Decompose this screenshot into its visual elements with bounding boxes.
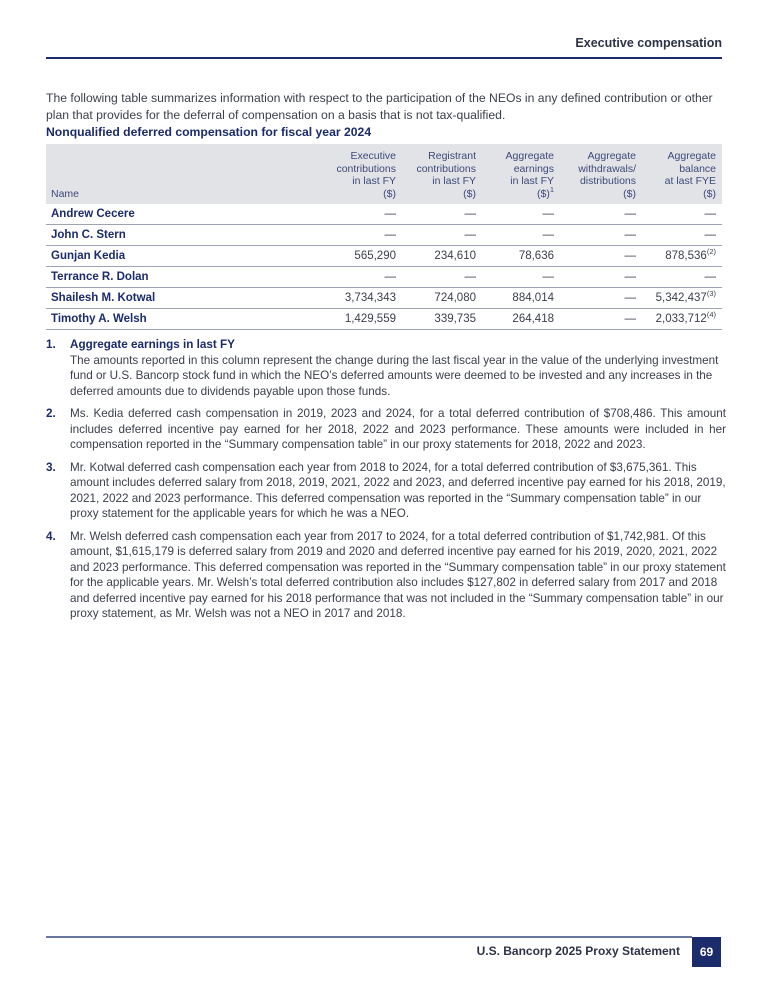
column-header-text: withdrawals/ (578, 162, 636, 175)
column-header-text: Executive (350, 150, 396, 162)
aggregate-withdrawals-cell: — (560, 309, 642, 330)
executive-contributions-cell: 1,429,559 (312, 309, 402, 330)
balance-value: 2,033,712 (655, 313, 707, 325)
footnote-item (46, 460, 726, 522)
column-header-text: balance (679, 162, 716, 175)
aggregate-earnings-cell: 78,636 (482, 246, 560, 267)
table-row (46, 225, 722, 246)
column-header-text: Aggregate (505, 150, 554, 162)
column-header-text: ($) (623, 187, 636, 200)
aggregate-withdrawals-cell: — (560, 288, 642, 309)
table-title: Nonqualified deferred compensation for fiscal year 2024 (46, 125, 372, 139)
executive-contributions-cell: — (312, 225, 402, 246)
executive-contributions-cell: 3,734,343 (312, 288, 402, 309)
column-header-text: in last FY (352, 175, 396, 187)
executive-contributions-cell: — (312, 204, 402, 225)
deferred-compensation-table (46, 144, 722, 330)
footnote-text: Ms. Kedia deferred cash compensation in 2019, 2023 and 2024, for a total deferred contribution of $708,486. This amount includes deferred incentive pay earned for her 2018, 2022 and 2023 performance. These amounts were included in her compensation reported in the “Summary compensation table” in our proxy statements for 2018, 2022 and 2023. (70, 407, 726, 451)
aggregate-earnings-cell: 264,418 (482, 309, 560, 330)
footnote-item (46, 337, 726, 399)
column-header-aggregate-earnings (482, 144, 560, 204)
column-header-text: ($) (536, 187, 550, 200)
footnote-item (46, 406, 726, 453)
footnote-text: Mr. Welsh deferred cash compensation each year from 2017 to 2024, for a total deferred contribution of $1,742,981. Of this amount, $1,615,179 is deferred salary from 2019 and 2020 and deferred incentive pay earned for his 2019, 2020, 2021, 2022 and 2023 performance. This deferred compensation was reported in the “Summary compensation table” in our proxy statement for the applicable years. Mr. Welsh’s total deferred contribution also includes $127,802 in deferred salary from 2017 and 2018 and deferred incentive pay earned for his 2018 performance that was not included in the “Summary compensation table” in our proxy statement, as Mr. Welsh was not a NEO in 2017 and 2018. (70, 529, 726, 620)
table-header-row (46, 144, 722, 204)
column-header-text: in last FY (432, 175, 476, 187)
aggregate-withdrawals-cell: — (560, 267, 642, 288)
column-header-text: at last FYE (664, 175, 716, 187)
aggregate-balance-cell (642, 309, 722, 330)
intro-paragraph: The following table summarizes information with respect to the participation of the NEOs in any defined contribution or other plan that provides for the deferral of compensation on a basis that is not tax-qualified. (46, 91, 713, 122)
registrant-contributions-cell: — (402, 267, 482, 288)
page-number: 69 (692, 937, 721, 967)
executive-contributions-cell: — (312, 267, 402, 288)
footnote-number: 4. (46, 529, 56, 543)
publication-title: U.S. Bancorp 2025 Proxy Statement (476, 944, 680, 958)
balance-value: 5,342,437 (655, 292, 707, 304)
balance-value: — (704, 229, 716, 241)
aggregate-balance-cell (642, 288, 722, 309)
table-row (46, 246, 722, 267)
registrant-contributions-cell: 234,610 (402, 246, 482, 267)
table-row (46, 267, 722, 288)
registrant-contributions-cell: 724,080 (402, 288, 482, 309)
registrant-contributions-cell: — (402, 204, 482, 225)
aggregate-balance-cell (642, 225, 722, 246)
row-name: Andrew Cecere (46, 204, 312, 225)
column-header-text: contributions (416, 162, 476, 175)
footnote-text: Mr. Kotwal deferred cash compensation each year from 2018 to 2024, for a total deferred contribution of $3,675,361. This amount includes deferred salary from 2018, 2019, 2021, 2022 and 2023, and deferred incentive pay earned for his 2018, 2019, 2021, 2022 and 2023 performance. This deferred compensation was reported in the “Summary compensation table” in our proxy statement for the applicable years for which he was a NEO. (70, 460, 726, 520)
row-name: Timothy A. Welsh (46, 309, 312, 330)
column-header-text: distributions (579, 175, 636, 187)
column-header-text: Aggregate (587, 150, 636, 162)
footnote-number: 1. (46, 338, 56, 351)
balance-value: 878,536 (665, 250, 707, 262)
column-header-aggregate-withdrawals (560, 144, 642, 204)
column-header-text: in last FY (510, 175, 554, 187)
column-header-text: Name (51, 187, 80, 200)
aggregate-balance-cell (642, 204, 722, 225)
section-title: Executive compensation (575, 36, 722, 50)
column-header-text: Aggregate (667, 150, 716, 162)
aggregate-earnings-cell: — (482, 204, 560, 225)
header-divider (46, 57, 722, 59)
executive-contributions-cell: 565,290 (312, 246, 402, 267)
column-header-executive-contributions (312, 144, 402, 204)
row-name: Shailesh M. Kotwal (46, 288, 312, 309)
footnote-title: Aggregate earnings in last FY (70, 338, 235, 351)
footnote-number: 3. (46, 460, 56, 474)
registrant-contributions-cell: — (402, 225, 482, 246)
footer-divider (46, 936, 692, 938)
column-header-registrant-contributions (402, 144, 482, 204)
footnote-marker: (4) (706, 310, 716, 319)
column-header-text: ($) (463, 187, 476, 200)
registrant-contributions-cell: 339,735 (402, 309, 482, 330)
aggregate-balance-cell (642, 246, 722, 267)
table-row (46, 288, 722, 309)
aggregate-withdrawals-cell: — (560, 225, 642, 246)
footnote-marker: (2) (706, 247, 716, 256)
column-header-text: earnings (513, 162, 554, 175)
row-name: John C. Stern (46, 225, 312, 246)
footnote-marker: 1 (549, 184, 554, 194)
aggregate-earnings-cell: 884,014 (482, 288, 560, 309)
footnote-item (46, 529, 726, 622)
column-header-text: Registrant (428, 150, 476, 162)
aggregate-earnings-cell: — (482, 225, 560, 246)
footnote-number: 2. (46, 407, 56, 420)
column-header-text: ($) (383, 187, 396, 200)
row-name: Gunjan Kedia (46, 246, 312, 267)
table-row (46, 309, 722, 330)
column-header-aggregate-balance (642, 144, 722, 204)
column-header-name (46, 144, 312, 204)
column-header-text: contributions (336, 162, 396, 175)
footnote-text: The amounts reported in this column represent the change during the last fiscal year in the value of the underlying investment fund or U.S. Bancorp stock fund in which the NEO’s deferred amounts were deemed to be invested and any increases in the deferred amounts due to dividends payable upon those funds. (70, 353, 719, 398)
aggregate-withdrawals-cell: — (560, 204, 642, 225)
row-name: Terrance R. Dolan (46, 267, 312, 288)
table-row (46, 204, 722, 225)
footnotes-list (46, 337, 726, 629)
aggregate-earnings-cell: — (482, 267, 560, 288)
balance-value: — (704, 208, 716, 220)
column-header-text: ($) (703, 187, 716, 200)
footnote-marker: (3) (706, 289, 716, 298)
aggregate-balance-cell (642, 267, 722, 288)
balance-value: — (704, 271, 716, 283)
aggregate-withdrawals-cell: — (560, 246, 642, 267)
